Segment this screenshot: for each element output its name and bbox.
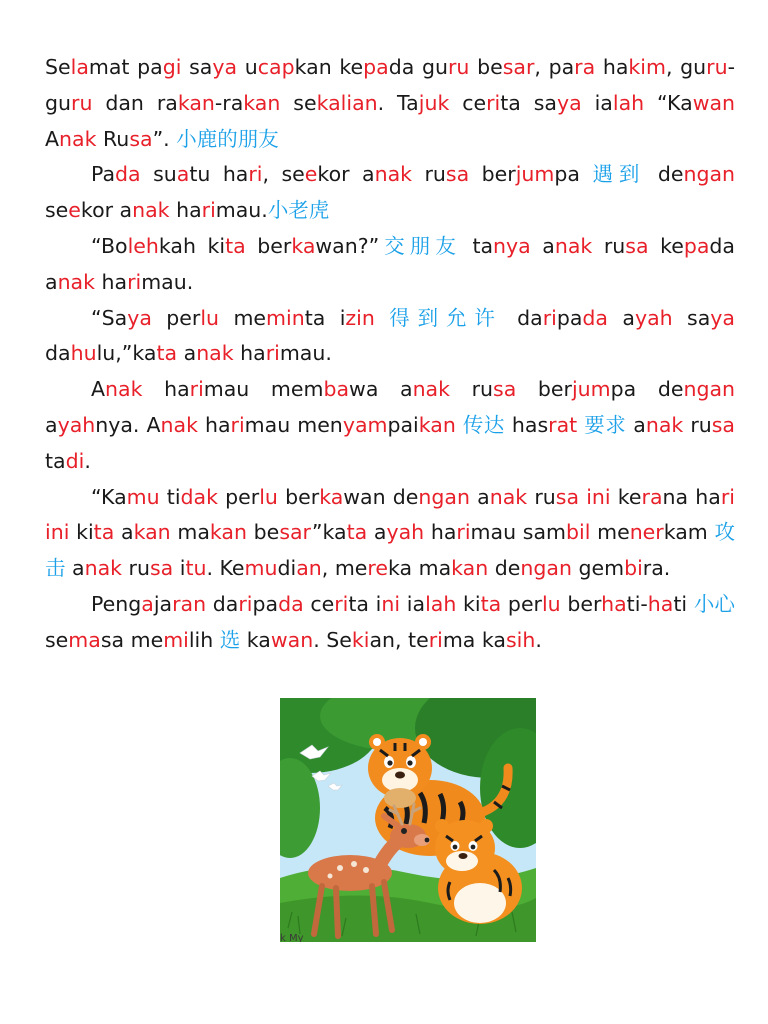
chinese-gloss: 攻击 <box>45 520 735 581</box>
text-run: pa <box>554 162 593 187</box>
text-run: ber <box>516 377 572 402</box>
highlighted-syllable: ya <box>127 305 152 330</box>
text-run: gem <box>571 556 625 581</box>
highlighted-syllable: ri <box>486 90 501 115</box>
text-run: a <box>114 520 134 545</box>
text-run: de <box>645 162 684 187</box>
highlighted-syllable: ngan <box>418 484 470 509</box>
highlighted-syllable: ini <box>586 484 611 509</box>
text-run: . Ke <box>206 556 245 581</box>
text-run: . Ta <box>377 90 419 115</box>
text-run: , pa <box>534 55 575 79</box>
text-run: se <box>280 90 317 115</box>
story-paragraph <box>45 301 735 373</box>
highlighted-syllable: sar <box>502 55 535 79</box>
highlighted-syllable: leh <box>127 233 159 258</box>
highlighted-syllable: ta <box>480 591 502 616</box>
text-run: “Ka <box>91 484 127 509</box>
highlighted-syllable: lah <box>612 90 645 115</box>
highlighted-syllable: jum <box>571 377 611 402</box>
text-run: ru <box>412 162 446 187</box>
text-run: da <box>206 591 239 616</box>
highlighted-syllable: mi <box>163 627 189 652</box>
text-run: ber <box>560 591 602 616</box>
highlighted-syllable: ha <box>601 591 627 616</box>
highlighted-syllable: ri <box>230 412 245 437</box>
text-run <box>456 413 463 437</box>
highlighted-syllable: ri <box>248 162 263 187</box>
highlighted-syllable: e <box>68 198 81 223</box>
highlighted-syllable: ngan <box>520 556 572 581</box>
highlighted-syllable: sa <box>149 556 174 581</box>
highlighted-syllable: nak <box>132 198 170 223</box>
text-run: be <box>246 520 280 545</box>
text-run: ma <box>170 520 210 545</box>
text-run: ru <box>527 484 556 509</box>
text-run: ia <box>400 591 426 616</box>
highlighted-syllable: lah <box>425 591 457 616</box>
text-run: ta sa <box>500 90 557 115</box>
text-run: ki <box>69 520 94 545</box>
highlighted-syllable: bil <box>565 520 591 545</box>
highlighted-syllable: ri <box>334 591 349 616</box>
highlighted-syllable: ka <box>291 233 316 258</box>
text-run: , gu <box>665 55 707 79</box>
highlighted-syllable: ru <box>706 55 728 79</box>
text-run: be <box>469 55 503 79</box>
text-run: ber <box>277 484 320 509</box>
text-run: per <box>151 305 201 330</box>
story-illustration <box>280 698 536 942</box>
highlighted-syllable: ner <box>629 520 664 545</box>
highlighted-syllable: ta <box>93 520 115 545</box>
text-run: se <box>45 198 69 223</box>
text-run: mau. <box>141 269 194 294</box>
text-run: me <box>219 305 267 330</box>
text-run: mat pa <box>88 55 163 79</box>
highlighted-syllable: ru <box>71 90 93 115</box>
text-run: ber <box>469 162 516 187</box>
highlighted-syllable: ran <box>172 591 207 616</box>
text-run: ha <box>95 269 128 294</box>
highlighted-syllable: kan <box>451 556 489 581</box>
story-paragraph <box>45 587 735 659</box>
highlighted-syllable: ri <box>456 520 471 545</box>
text-run: “Sa <box>91 305 128 330</box>
highlighted-syllable: sa <box>129 126 153 151</box>
highlighted-syllable: ri <box>238 591 253 616</box>
highlighted-syllable: da <box>582 305 608 330</box>
highlighted-syllable: ni <box>381 591 401 616</box>
highlighted-syllable: ka <box>319 484 344 509</box>
text-run: wan de <box>343 484 419 509</box>
text-run: mau. <box>279 341 332 366</box>
highlighted-syllable: sar <box>279 520 312 545</box>
highlighted-syllable: cap <box>257 55 295 79</box>
text-run: ber <box>245 233 292 258</box>
highlighted-syllable: ra <box>641 484 663 509</box>
text-run: mau. <box>215 198 268 223</box>
text-run: da <box>502 305 543 330</box>
highlighted-syllable: la <box>70 55 89 79</box>
story-paragraph <box>45 50 735 157</box>
text-run: u <box>237 55 258 79</box>
text-run: kan ke <box>294 55 364 79</box>
text-run: kor a <box>317 162 375 187</box>
highlighted-syllable: nak <box>554 233 593 258</box>
text-run: per <box>501 591 542 616</box>
text-run: ta i <box>348 591 382 616</box>
story-paragraph <box>45 372 735 479</box>
highlighted-syllable: ba <box>323 377 350 402</box>
text-run: kah ki <box>158 233 226 258</box>
highlighted-syllable: min <box>266 305 305 330</box>
text-run: lih <box>188 627 220 652</box>
highlighted-syllable: kali <box>316 90 353 115</box>
text-run: A <box>91 377 106 402</box>
text-run: per <box>217 484 260 509</box>
highlighted-syllable: ta <box>156 341 178 366</box>
highlighted-syllable: jum <box>515 162 555 187</box>
story-paragraph <box>45 480 735 587</box>
text-run: dan ra <box>92 90 178 115</box>
chinese-gloss: 遇到 <box>592 162 646 187</box>
text-run: . <box>535 627 542 652</box>
highlighted-syllable: kan <box>133 520 171 545</box>
story-paragraph <box>45 157 735 229</box>
story-text <box>45 50 735 659</box>
text-run: ha <box>142 377 190 402</box>
text-run: ru <box>592 233 626 258</box>
highlighted-syllable: gi <box>162 55 182 79</box>
text-run: ru <box>450 377 494 402</box>
text-run: -gu <box>45 55 735 115</box>
highlighted-syllable: ini <box>45 520 70 545</box>
text-run: pa <box>252 591 279 616</box>
highlighted-syllable: ra <box>574 55 596 79</box>
text-run: “Bo <box>91 233 128 258</box>
text-run: pa <box>556 305 583 330</box>
text-run: sa <box>672 305 711 330</box>
highlighted-syllable: ri <box>428 627 443 652</box>
text-run: mau sam <box>470 520 566 545</box>
text-run: kam <box>663 520 715 545</box>
highlighted-syllable: di <box>65 448 85 473</box>
text-run: ki <box>456 591 481 616</box>
highlighted-syllable: pa <box>683 233 710 258</box>
chinese-gloss: 得到允许 <box>389 305 503 330</box>
highlighted-syllable: hu <box>70 341 97 366</box>
text-run: ru <box>683 412 712 437</box>
highlighted-syllable: rat <box>548 412 578 437</box>
highlighted-syllable: kim <box>628 55 666 79</box>
text-run: Pa <box>91 162 116 187</box>
highlighted-syllable: ngan <box>683 162 736 187</box>
highlighted-syllable: nak <box>59 126 97 151</box>
highlighted-syllable: ya <box>557 90 582 115</box>
text-run: na ha <box>662 484 721 509</box>
highlighted-syllable: nak <box>160 412 198 437</box>
text-run: ha <box>233 341 266 366</box>
text-run: a <box>626 412 646 437</box>
highlighted-syllable: sa <box>711 412 735 437</box>
text-run: kor a <box>80 198 133 223</box>
highlighted-syllable: yah <box>386 520 425 545</box>
highlighted-syllable: e <box>304 162 318 187</box>
highlighted-syllable: sa <box>445 162 470 187</box>
text-run: su <box>140 162 177 187</box>
text-run: a <box>469 484 490 509</box>
highlighted-syllable: nya <box>493 233 531 258</box>
text-run: pai <box>387 412 419 437</box>
highlighted-syllable: yah <box>634 305 673 330</box>
highlighted-syllable: nak <box>374 162 413 187</box>
highlighted-syllable: ki <box>351 627 370 652</box>
highlighted-syllable: ri <box>720 484 735 509</box>
highlighted-syllable: a <box>176 162 190 187</box>
text-run: pa de <box>610 377 684 402</box>
highlighted-syllable: ya <box>710 305 735 330</box>
text-run: an, te <box>369 627 429 652</box>
text-run: , me <box>321 556 368 581</box>
text-run: me <box>590 520 630 545</box>
text-run: ti <box>673 591 694 616</box>
chinese-gloss: 小鹿的朋友 <box>176 126 279 151</box>
highlighted-syllable: ma <box>68 627 101 652</box>
highlighted-syllable: sa <box>493 377 517 402</box>
text-run: de <box>488 556 521 581</box>
text-run: se <box>45 627 69 652</box>
deer-and-tigers-picture <box>280 698 536 942</box>
highlighted-syllable: nak <box>645 412 684 437</box>
illustration-caption-fragment: k My <box>280 933 304 942</box>
text-run: a <box>608 305 635 330</box>
highlighted-syllable: ta <box>346 520 368 545</box>
highlighted-syllable: ngan <box>683 377 736 402</box>
chinese-gloss: 传达 <box>462 412 505 437</box>
text-run: Ru <box>96 126 130 151</box>
text-run: ce <box>449 90 487 115</box>
text-run: lu,”ka <box>96 341 157 366</box>
highlighted-syllable: da <box>115 162 141 187</box>
text-run: ti <box>159 484 181 509</box>
highlighted-syllable: ri <box>542 305 557 330</box>
highlighted-syllable: tu <box>185 556 207 581</box>
highlighted-syllable: nak <box>412 377 450 402</box>
text-run: ha <box>169 198 202 223</box>
highlighted-syllable: sa <box>555 484 580 509</box>
text-run <box>375 306 389 330</box>
highlighted-syllable: lu <box>200 305 220 330</box>
highlighted-syllable: kan <box>418 412 456 437</box>
highlighted-syllable: ya <box>212 55 238 79</box>
text-run: sa me <box>100 627 164 652</box>
text-run: nya. A <box>95 412 161 437</box>
highlighted-syllable: kan <box>177 90 215 115</box>
text-run: wa a <box>349 377 413 402</box>
highlighted-syllable: nak <box>57 269 95 294</box>
highlighted-syllable: sa <box>625 233 649 258</box>
text-run: -ra <box>214 90 244 115</box>
text-run: a <box>530 233 555 258</box>
chinese-gloss: 小心 <box>693 591 736 616</box>
highlighted-syllable: ha <box>647 591 674 616</box>
text-run: ru <box>122 556 150 581</box>
highlighted-syllable: yam <box>342 412 388 437</box>
text-run: sa <box>181 55 213 79</box>
text-run: ha <box>197 412 231 437</box>
text-run: . Se <box>313 627 352 652</box>
highlighted-syllable: re <box>367 556 389 581</box>
text-run: ce <box>303 591 335 616</box>
highlighted-syllable: sih <box>505 627 536 652</box>
highlighted-syllable: bi <box>624 556 643 581</box>
highlighted-syllable: nak <box>196 341 234 366</box>
text-run: a <box>65 556 85 581</box>
text-run: , se <box>262 162 305 187</box>
text-run: Peng <box>91 591 142 616</box>
highlighted-syllable: an <box>296 556 322 581</box>
highlighted-syllable: ri <box>201 198 216 223</box>
text-run: ”. <box>152 126 177 151</box>
highlighted-syllable: ri <box>265 341 280 366</box>
text-run: da gu <box>388 55 448 79</box>
text-run: wan?” <box>315 233 380 258</box>
text-run: . <box>84 448 91 473</box>
text-run: ta <box>45 448 66 473</box>
text-run: ra. <box>642 556 671 581</box>
highlighted-syllable: nak <box>489 484 528 509</box>
text-run: ta <box>460 233 494 258</box>
highlighted-syllable: mu <box>244 556 278 581</box>
chinese-gloss: 要求 <box>584 412 627 437</box>
text-run: ti- <box>626 591 648 616</box>
highlighted-syllable: wan <box>270 627 314 652</box>
text-run: Se <box>45 55 71 79</box>
chinese-gloss: 小老虎 <box>267 198 330 223</box>
story-paragraph <box>45 229 735 301</box>
text-run: ja <box>153 591 173 616</box>
text-run: i <box>173 556 186 581</box>
text-run: a <box>45 412 58 437</box>
text-run: ma ka <box>442 627 506 652</box>
text-run: ke <box>648 233 684 258</box>
text-run: ke <box>610 484 642 509</box>
text-run: ha <box>424 520 457 545</box>
highlighted-syllable: nak <box>105 377 143 402</box>
text-run: da a <box>45 233 735 294</box>
text-run: a <box>367 520 387 545</box>
highlighted-syllable: ru <box>447 55 470 79</box>
text-run: ha <box>595 55 629 79</box>
text-run: has <box>504 412 549 437</box>
highlighted-syllable: yah <box>57 412 96 437</box>
highlighted-syllable: lu <box>541 591 561 616</box>
text-run: mau mem <box>203 377 324 402</box>
highlighted-syllable: dak <box>180 484 218 509</box>
text-run: ta i <box>304 305 346 330</box>
text-run: ka ma <box>388 556 452 581</box>
chinese-gloss: 交朋友 <box>379 233 461 258</box>
highlighted-syllable: zin <box>345 305 375 330</box>
text-run: di <box>277 556 297 581</box>
highlighted-syllable: nak <box>84 556 123 581</box>
text-run: da <box>45 341 71 366</box>
highlighted-syllable: da <box>278 591 304 616</box>
text-run: a <box>177 341 197 366</box>
text-run: ka <box>240 627 271 652</box>
highlighted-syllable: kan <box>209 520 247 545</box>
highlighted-syllable: lu <box>259 484 278 509</box>
highlighted-syllable: kan <box>243 90 281 115</box>
highlighted-syllable: ri <box>189 377 204 402</box>
highlighted-syllable: wan <box>692 90 736 115</box>
highlighted-syllable: pa <box>363 55 389 79</box>
highlighted-syllable: a <box>141 591 154 616</box>
text-run: ”ka <box>311 520 347 545</box>
chinese-gloss: 选 <box>219 627 241 652</box>
highlighted-syllable: ri <box>127 269 142 294</box>
text-run: ia <box>581 90 613 115</box>
text-run: tu ha <box>189 162 249 187</box>
highlighted-syllable: ta <box>225 233 246 258</box>
text-run: “Ka <box>644 90 693 115</box>
highlighted-syllable: mu <box>126 484 160 509</box>
highlighted-syllable: an <box>352 90 378 115</box>
text-run: mau men <box>244 412 343 437</box>
text-run: A <box>45 126 60 151</box>
highlighted-syllable: juk <box>418 90 450 115</box>
